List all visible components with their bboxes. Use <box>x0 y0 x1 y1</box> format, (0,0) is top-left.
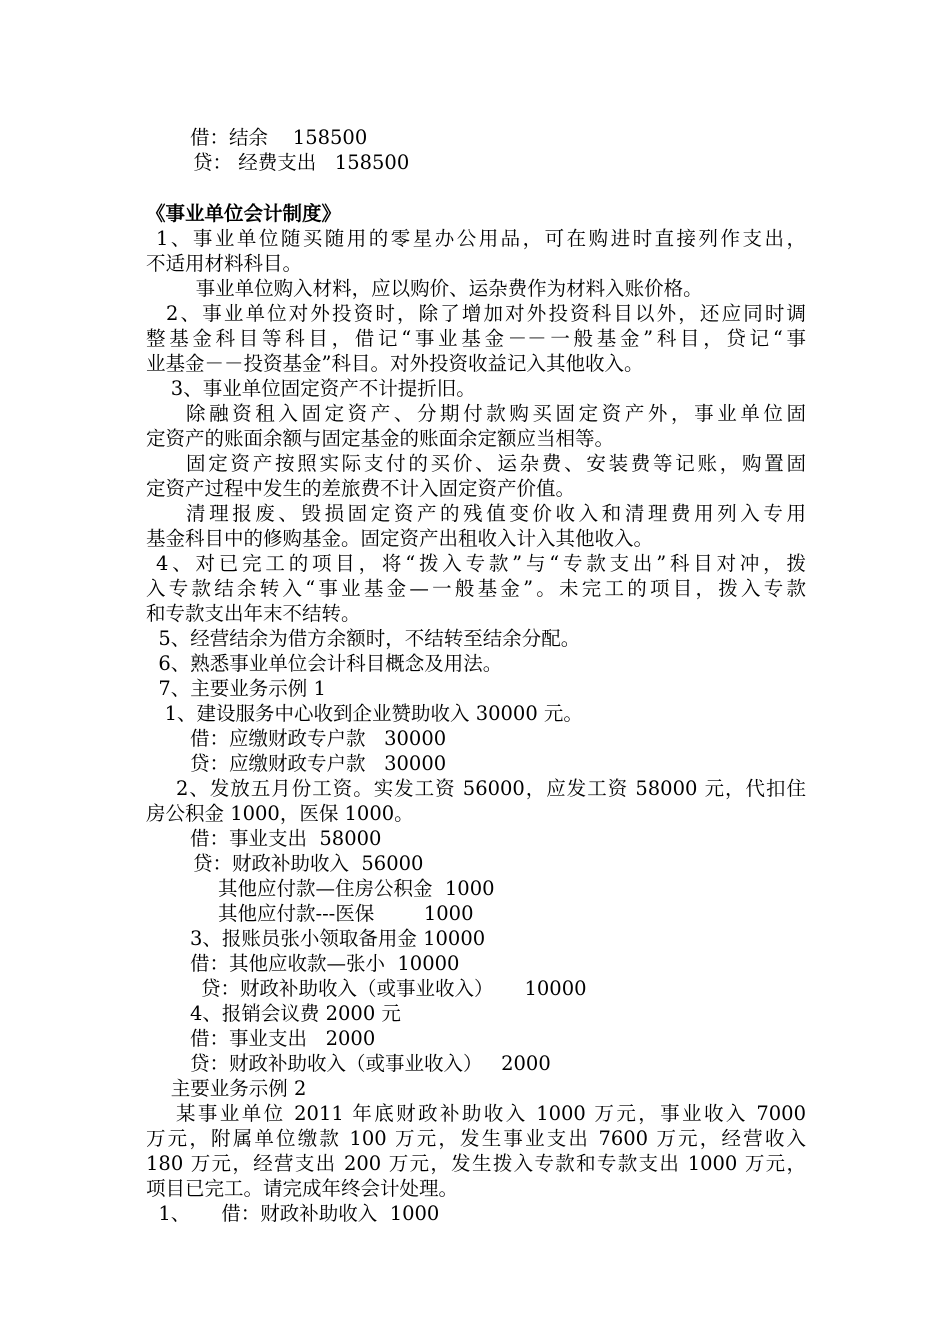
text-line: 2、事业单位对外投资时，除了增加对外投资科目以外，还应同时调 <box>166 302 806 325</box>
text-line: 借：应缴财政专户款 30000 <box>190 727 447 750</box>
text-line: 1、建设服务中心收到企业赞助收入 30000 元。 <box>146 702 583 725</box>
text-line: 3、事业单位固定资产不计提折旧。 <box>146 377 476 400</box>
text-line: 借：结余 158500 <box>190 126 368 149</box>
text-line: 万元，附属单位缴款 100 万元，发生事业支出 7600 万元，经营收入 <box>146 1127 806 1150</box>
text-line: 贷： 经费支出 158500 <box>193 151 410 174</box>
text-line: 贷：财政补助收入（或事业收入） 2000 <box>190 1052 551 1075</box>
text-line: 入专款结余转入“事业基金—一般基金”。未完工的项目，拨入专款 <box>146 577 806 600</box>
text-line: 4、报销会议费 2000 元 <box>190 1002 401 1025</box>
text-line: 1、 借：财政补助收入 1000 <box>146 1202 440 1225</box>
text-line: 2、发放五月份工资。实发工资 56000，应发工资 58000 元，代扣住 <box>176 777 806 800</box>
text-line: 和专款支出年末不结转。 <box>146 602 361 625</box>
text-line: 贷：应缴财政专户款 30000 <box>190 752 447 775</box>
text-line: 事业单位购入材料，应以购价、运杂费作为材料入账价格。 <box>146 277 703 300</box>
text-line: 借：其他应收款—张小 10000 <box>190 952 460 975</box>
text-line: 基金科目中的修购基金。固定资产出租收入计入其他收入。 <box>146 527 654 550</box>
text-line: 清理报废、毁损固定资产的残值变价收入和清理费用列入专用 <box>186 502 806 525</box>
text-line: 定资产过程中发生的差旅费不计入固定资产价值。 <box>146 477 576 500</box>
text-line: 180 万元，经营支出 200 万元，发生拨入专款和专款支出 1000 万元， <box>146 1152 806 1175</box>
text-line: 借：事业支出 58000 <box>190 827 382 850</box>
text-line: 不适用材料科目。 <box>146 252 303 275</box>
text-line: 房公积金 1000，医保 1000。 <box>146 802 414 825</box>
text-line: 整基金科目等科目，借记“事业基金－－一般基金”科目，贷记“事 <box>146 327 806 350</box>
text-line: 项目已完工。请完成年终会计处理。 <box>146 1177 459 1200</box>
text-line: 贷：财政补助收入（或事业收入） 10000 <box>201 977 587 1000</box>
text-line: 6、熟悉事业单位会计科目概念及用法。 <box>146 652 503 675</box>
text-line: 4、对已完工的项目，将“拨入专款”与“专款支出”科目对冲，拨 <box>156 552 806 575</box>
text-line: 某事业单位 2011 年底财政补助收入 1000 万元，事业收入 7000 <box>176 1102 806 1125</box>
text-line: 主要业务示例 2 <box>146 1077 307 1100</box>
text-line: 固定资产按照实际支付的买价、运杂费、安装费等记账，购置固 <box>186 452 806 475</box>
text-line: 1、事业单位随买随用的零星办公用品，可在购进时直接列作支出， <box>156 227 806 250</box>
text-line: 5、经营结余为借方余额时，不结转至结余分配。 <box>146 627 581 650</box>
text-line: 其他应付款---医保 1000 <box>218 902 474 925</box>
section-heading: 《事业单位会计制度》 <box>146 202 342 225</box>
text-line: 借：事业支出 2000 <box>190 1027 376 1050</box>
text-line: 贷：财政补助收入 56000 <box>193 852 424 875</box>
text-line: 7、主要业务示例 1 <box>146 677 326 700</box>
text-line: 3、报账员张小领取备用金 10000 <box>190 927 486 950</box>
text-line: 除融资租入固定资产、分期付款购买固定资产外，事业单位固 <box>186 402 806 425</box>
text-line: 其他应付款—住房公积金 1000 <box>218 877 495 900</box>
text-line: 定资产的账面余额与固定基金的账面余定额应当相等。 <box>146 427 615 450</box>
text-line: 业基金－－投资基金”科目。对外投资收益记入其他收入。 <box>146 352 644 375</box>
